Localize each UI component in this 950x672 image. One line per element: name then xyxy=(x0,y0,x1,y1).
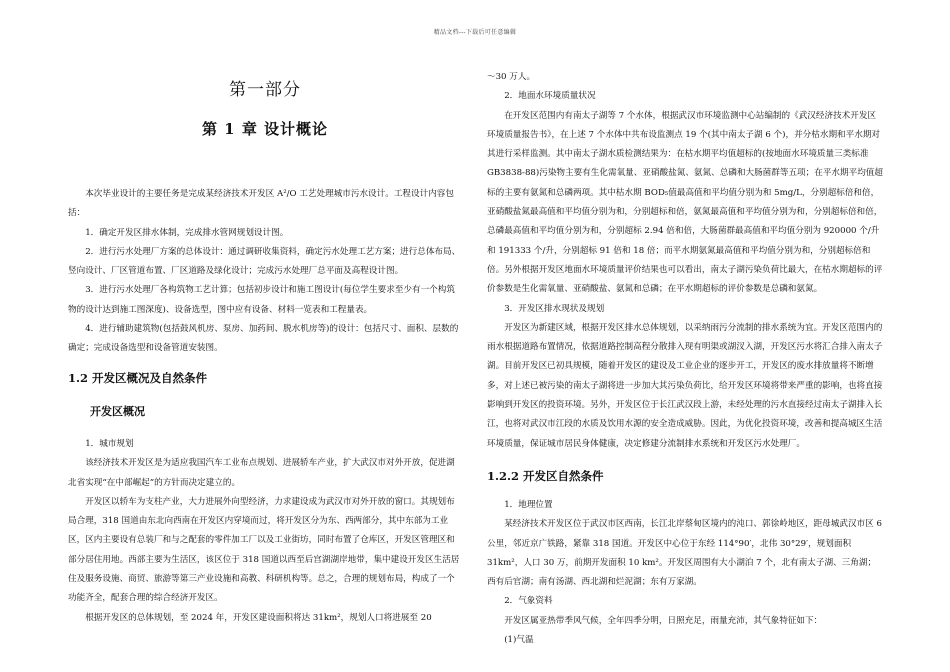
subsection-title: 开发区概况 xyxy=(90,404,145,418)
left-column xyxy=(68,68,462,628)
climate-paragraph: 开发区属亚热带季风气候，全年四季分明，日照充足，雨量充沛，其气象特征如下： xyxy=(504,615,823,626)
design-item-1: 1．确定开发区排水体制，完成排水管网规划设计图。 xyxy=(85,227,289,238)
page-header: 精品文档---下载后可任意编辑 xyxy=(433,29,517,36)
drainage-paragraph: 开发区为新建区域，根据开发区排水总体规划，以采纳雨污分流制的排水系统为宜。开发区范围内的雨水根据道路布置情况，依据道路控制高程分散排入现有明渠或湖汊入湖，开发区污水将汇合排入南太子湖。目前开发区已初具规模，随着开发区的建设及工业企业的逐步开工，开发区的废水排放量将不断增多，对上述已被污染的南太子湖将进一步加大其污染负荷比，给开发区环境将带来严重的影响，也将直接影响到开发区的投资环境。另外，开发区位于长江武汉段上游，未经处理的污水直接经过南太子湖排入长江，也将对武汉市江段的水质及饮用水源的安全造成威胁。因此，为优化投资环境，改善和提高城区生活环境质量，保证城市居民身体健康，决定修建分流制排水系统和开发区污水处理厂。 xyxy=(487,322,883,449)
location-heading: 1．地理位置 xyxy=(504,499,553,510)
natural-conditions-title: 1.2.2 开发区自然条件 xyxy=(487,468,604,483)
drainage-heading: 3．开发区排水现状及规划 xyxy=(504,303,605,314)
paragraph-3: 根据开发区的总体规划，至 2024 年，开发区建设面积将达 31km²，规划人口将进展至 20 xyxy=(85,612,432,623)
continuation-text: ～30 万人。 xyxy=(487,72,536,82)
temperature-heading: (1)气温 xyxy=(504,635,534,646)
intro-paragraph: 本次毕业设计的主要任务是完成某经济技术开发区 A²/O 工艺处理城市污水设计。工程设计内容包括： xyxy=(68,189,454,219)
paragraph-2: 开发区以轿车为支柱产业，大力进展外向型经济，力求建设成为武汉市对外开放的窗口。其规划布局合理，318 国道由东北向西南在开发区内穿境而过，将开发区分为东、西两部分，其中东部为工业区，区内主要设有总装厂和与之配套的零件加工厂以及工业街坊，同时布置了仓库区，开发区管理区和部分居住用地。西部主要为生活区，该区位于 318 国道以西至后宫湖湖岸地带，集中建设开发区生活居住及服务设施、商贸、旅游等第三产业设施和高教、科研机构等。总之，合理的规划布局，构成了一个功能齐全，配套合理的综合经济开发区。 xyxy=(68,496,460,604)
section-title: 1.2 开发区概况及自然条件 xyxy=(68,370,208,385)
urban-planning-heading: 1．城市规划 xyxy=(85,438,134,449)
surface-water-heading: 2．地面水环境质量状况 xyxy=(504,91,596,102)
surface-water-paragraph: 在开发区范围内有南太子湖等 7 个水体，根据武汉市环境监测中心站编制的《武汉经济技术开发区环境质量报告书》，在上述 7 个水体中共布设监测点 19 个(其中南太子湖 6 个)，并分枯水期和平水期对其进行采样监测。其中南太子湖水质检测结果为：在枯水期平均值超标的(按地面水环境质量三类标准 GB3838-88)污染物主要有生化需氧量、亚硝酸盐氮、氨氮、总磷和大肠菌群等五项；在平水期平均值超标的主要有氨氮和总磷两项。其中枯水期 BOD₅值最高值和平均值分别为和 5mg/L，分别超标倍和倍，亚硝酸盐氮最高值和平均值分别为和，分别超标和倍，氨氮最高值和平均值分别为和，分别超标倍和倍，总磷最高值和平均值分别为和，分别超标 2.94 倍和倍，大肠菌群最高值和平均值分别为 920000 个/升和 191333 个/升，分别超标 91 倍和 18 倍；而平水期氨氮最高值和平均值分别为和，分别超标倍和倍。另外根据开发区地面水环境质量评价结果也可以看出，南太子湖污染负荷比最大，在枯水期超标的评价参数是生化需氧量、亚硝酸盐、氨氮和总磷；在平水期超标的评价参数是总磷和氨氮。 xyxy=(487,110,883,295)
paragraph-1: 该经济技术开发区是为适应我国汽车工业布点规划、进展轿车产业，扩大武汉市对外开放，促进湖北省实现“在中部崛起”的方针而决定建立的。 xyxy=(68,458,455,488)
location-paragraph: 某经济技术开发区位于武汉市区西南，长江北岸蔡甸区境内的沌口、郭徐岭地区，距母城武汉市区 6 公里，邻近京广铁路，紧靠 318 国道。开发区中心位于东经 114°90′，北伟 30°29′，规划面积 31km²，人口 30 万，前期开发面积 10 km²。开发区周围有大小湖泊 7 个，北有南太子湖、三角湖；西有后官湖；南有汤湖、西北湖和烂泥湖；东有万家湖。 xyxy=(487,519,882,588)
design-item-3: 3．进行污水处理厂各构筑物工艺计算；包括初步设计和施工图设计(每位学生要求至少有一个构筑物的设计达到施工图深度)、设备选型，图中应有设备、材料一览表和工程量表。 xyxy=(68,285,455,315)
right-column xyxy=(487,68,883,650)
climate-heading: 2．气象资料 xyxy=(504,596,553,607)
design-item-2: 2．进行污水处理厂方案的总体设计：通过调研收集资料，确定污水处理工艺方案；进行总体布局、竖向设计、厂区管道布置、厂区道路及绿化设计；完成污水处理厂总平面及高程设计图。 xyxy=(68,246,461,277)
chapter-title: 第 1 章 设计概论 xyxy=(201,120,329,138)
design-item-4: 4．进行辅助建筑物(包括鼓风机房、泵房、加药间、脱水机房等)的设计：包括尺寸、面积、层数的确定；完成设备选型和设备管道安装图。 xyxy=(68,324,459,354)
part-title: 第一部分 xyxy=(229,80,301,100)
